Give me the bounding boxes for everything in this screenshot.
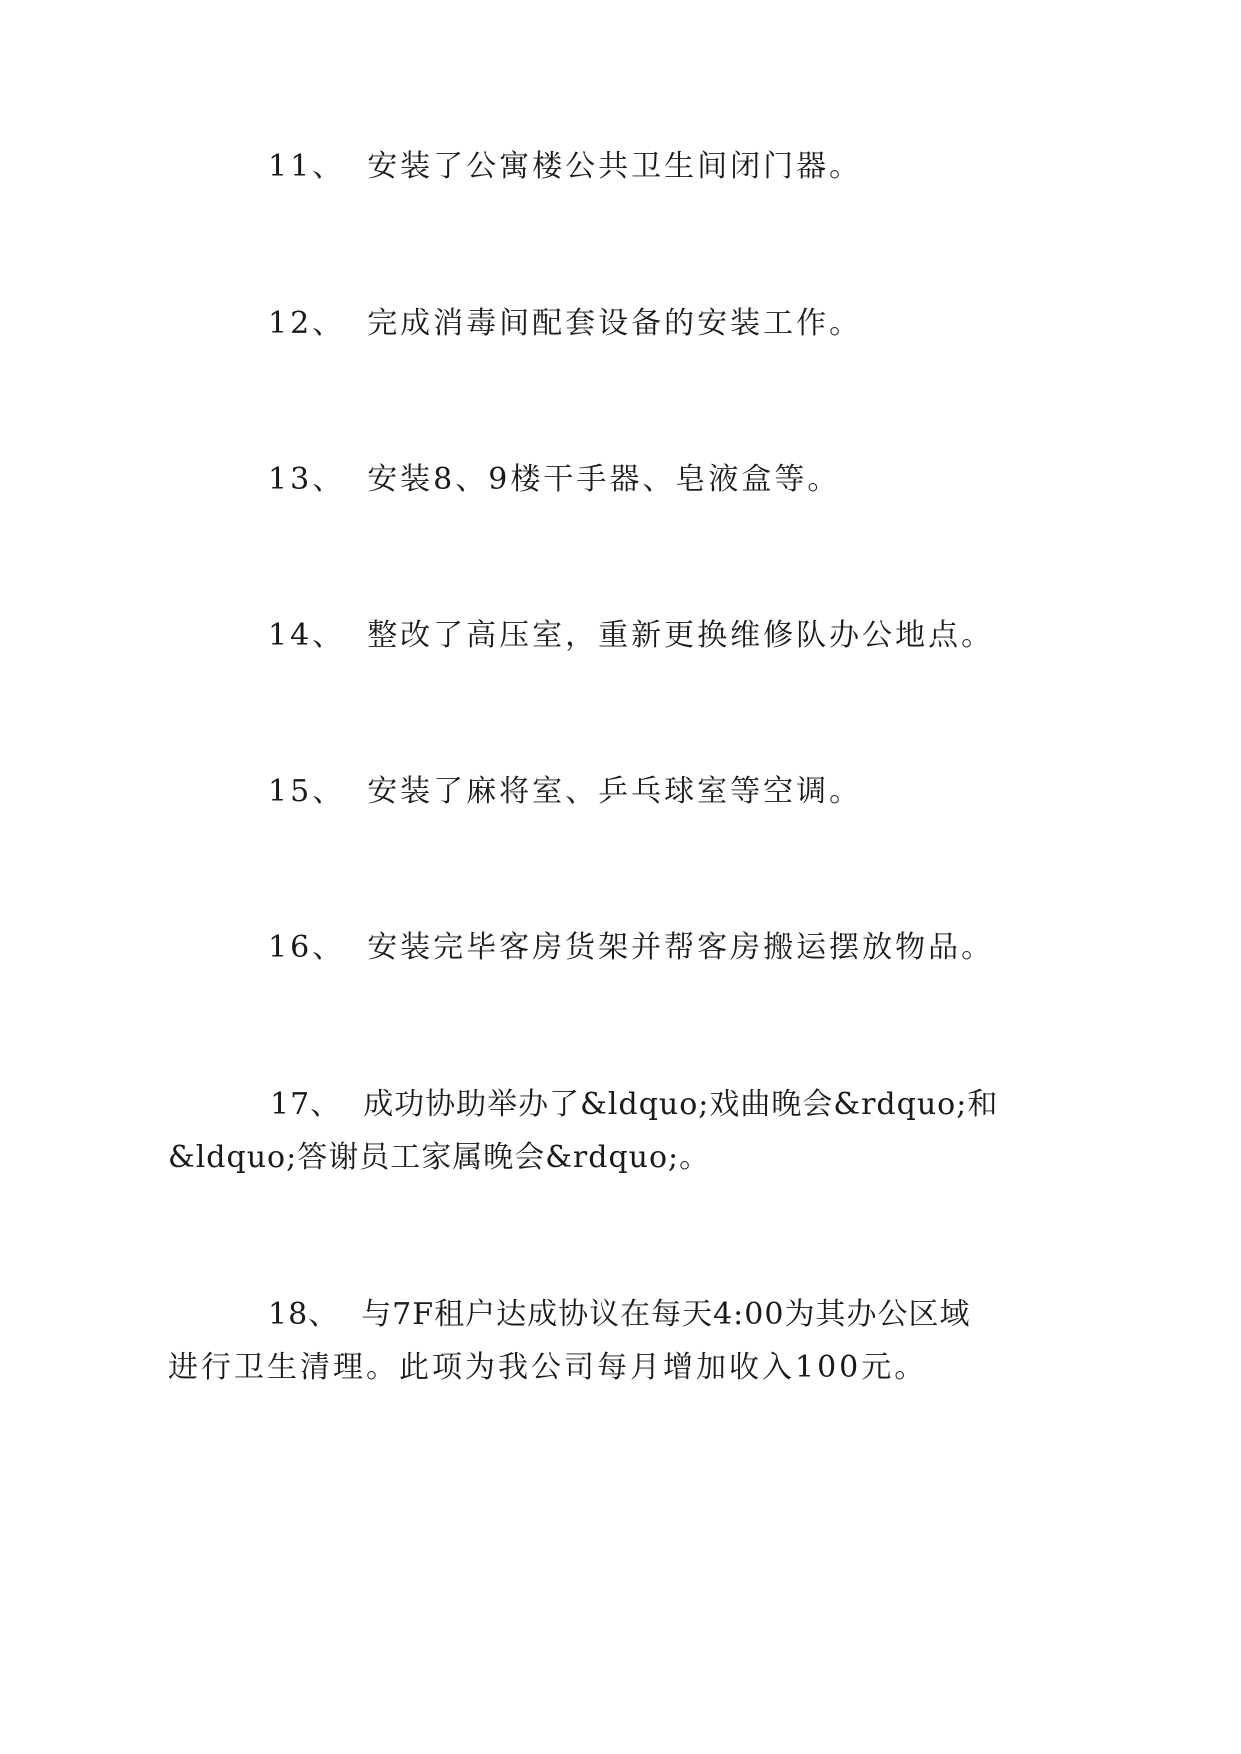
- item-text-line-1: 与7F租户达成协议在每天4:00为其办公区域: [361, 1297, 971, 1332]
- item-text: 安装8、9楼干手器、皂液盒等。: [367, 462, 841, 497]
- item-number: 14、: [268, 618, 346, 653]
- item-text-line-2: 进行卫生清理。此项为我公司每月增加收入100元。: [168, 1350, 928, 1385]
- item-text: 安装完毕客房货架并帮客房搬运摆放物品。: [367, 930, 995, 965]
- list-item: [268, 462, 841, 497]
- list-item: [268, 618, 995, 653]
- item-text: 完成消毒间配套设备的安装工作。: [367, 306, 863, 341]
- item-number: 16、: [268, 930, 346, 965]
- item-first-line: [270, 1087, 999, 1122]
- item-text: 整改了高压室，重新更换维修队办公地点。: [367, 618, 995, 653]
- item-number: 12、: [268, 306, 346, 341]
- list-item: [268, 306, 863, 341]
- item-text: 安装了公寓楼公共卫生间闭门器。: [367, 149, 863, 184]
- item-number: 13、: [268, 462, 346, 497]
- item-number: 15、: [268, 774, 346, 809]
- list-item: [268, 930, 995, 965]
- item-first-line: [268, 1297, 971, 1332]
- list-item: [268, 774, 863, 809]
- item-number: 11、: [268, 149, 346, 184]
- item-text-line-2: &ldquo;答谢员工家属晚会&rdquo;。: [168, 1140, 711, 1175]
- item-text: 安装了麻将室、乒乓球室等空调。: [367, 774, 863, 809]
- list-item: [268, 149, 863, 184]
- item-number: 18、: [268, 1297, 340, 1332]
- item-text-line-1: 成功协助举办了&ldquo;戏曲晚会&rdquo;和: [363, 1087, 999, 1122]
- item-number: 17、: [270, 1087, 342, 1122]
